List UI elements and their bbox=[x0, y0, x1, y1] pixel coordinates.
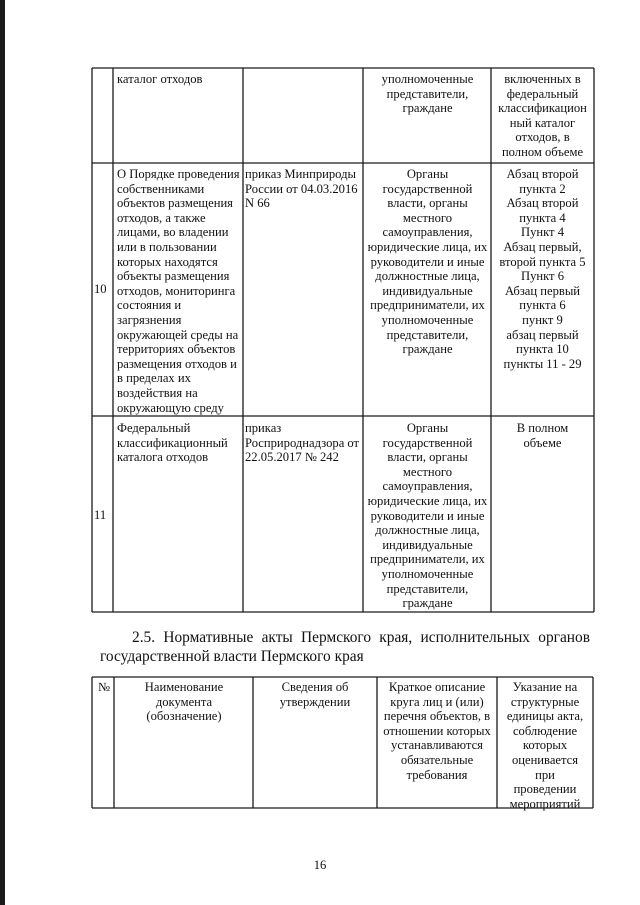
table1-row1-persons: Органы государственной власти, органы местного самоуправления, юридические лица, их руководители и иные должностные лица, индивидуальные предприниматели, их уполномоченные представители, граждане bbox=[367, 167, 488, 357]
table2-header-num: № bbox=[97, 680, 111, 694]
section-heading-text: 2.5. Нормативные акты Пермского края, исполнительных органов государственной власти Пермского края bbox=[100, 629, 590, 665]
table2-header-name: Наименование документа (обозначение) bbox=[144, 680, 224, 724]
table1-row2-persons: Органы государственной власти, органы местного самоуправления, юридические лица, их руководители и иные должностные лица, индивидуальные предприниматели, их уполномоченные представители, граждане bbox=[367, 421, 488, 611]
table1-row0-name: каталог отходов bbox=[117, 72, 203, 86]
section-heading bbox=[100, 628, 590, 666]
table2-header-units: Указание на структурные единицы акта, соблюдение которых оценивается при проведении мероприятий bbox=[506, 680, 584, 811]
table1-row1-units: Абзац второй пункта 2 Абзац второй пункта 4 Пункт 4 Абзац первый, второй пункта 5 Пункт 6 Абзац первый пункта 6 пункт 9 абзац первый пункта 10 пункты 11 - 29 bbox=[499, 167, 586, 371]
table2-header-approval: Сведения об утверждении bbox=[279, 680, 351, 709]
table1-row1-num: 10 bbox=[94, 282, 107, 296]
table1-row2-units: В полном объеме bbox=[516, 421, 569, 450]
table1-row0-units: включенных в федеральный классификацион ный каталог отходов, в полном объеме bbox=[498, 72, 587, 159]
table2-header-persons: Краткое описание круга лиц и (или) перечня объектов, в отношении которых устанавливаются обязательные требования bbox=[383, 680, 491, 782]
page-number: 16 bbox=[313, 858, 327, 872]
table1-row0-persons: уполномоченные представители, граждане bbox=[381, 72, 474, 116]
table1-row2-approval: приказ Росприроднадзора от 22.05.2017 № 242 bbox=[245, 421, 360, 465]
table1-row2-num: 11 bbox=[94, 508, 107, 522]
table1-row2-name: Федеральный классификационный каталога отходов bbox=[117, 421, 228, 465]
table1-row1-name: О Порядке проведения собственниками объектов размещения отходов, а также лицами, во владении или в пользовании которых находятся объекты размещения отходов, мониторинга состояния и загрязнения окружающей среды на территориях объектов размещения отходов и в пределах их воздействия на окружающую среду bbox=[117, 167, 240, 415]
table1-row1-approval: приказ Минприроды России от 04.03.2016 N 66 bbox=[245, 167, 358, 211]
